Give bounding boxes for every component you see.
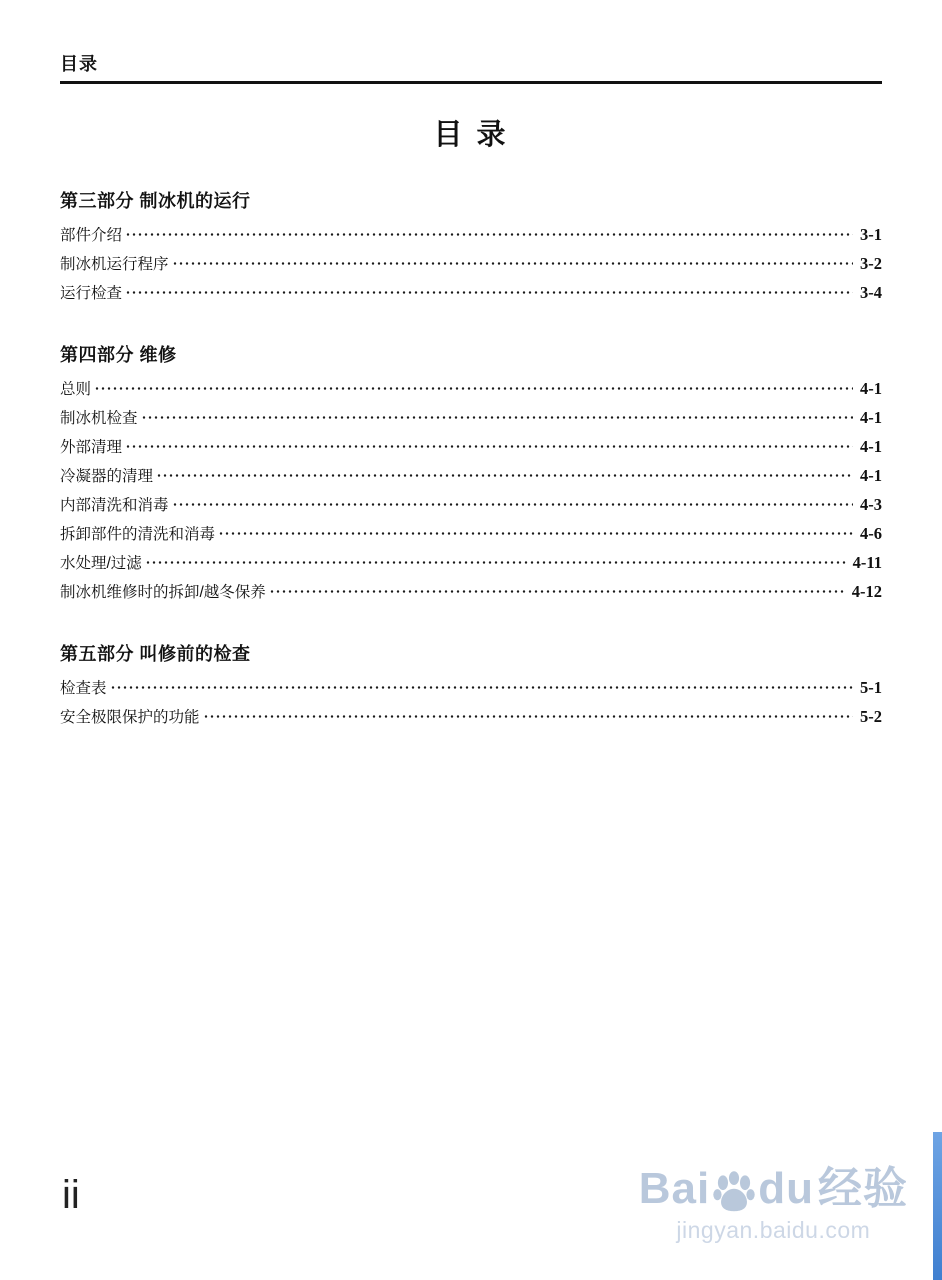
toc-entry-page: 4-6 [860, 523, 882, 543]
baidu-watermark-url: jingyan.baidu.com [676, 1217, 871, 1243]
toc-entry-label: 运行检查 [60, 284, 123, 302]
dot-leader [125, 228, 853, 241]
toc-section [60, 187, 882, 307]
toc-entry [60, 519, 882, 548]
section-heading: 第四部分 维修 [60, 345, 177, 365]
baidu-logo [638, 1164, 908, 1213]
dot-leader [110, 681, 853, 694]
section-heading: 第五部分 叫修前的检查 [60, 644, 251, 664]
page-header [60, 50, 882, 84]
toc-entry [60, 461, 882, 490]
toc-entry-label: 水处理/过滤 [60, 554, 142, 572]
dot-leader [203, 710, 853, 723]
toc-entry [60, 278, 882, 307]
dot-leader [125, 286, 853, 299]
dot-leader [145, 556, 846, 569]
dot-leader [141, 411, 853, 424]
toc-entry [60, 490, 882, 519]
toc-entry-page: 4-12 [851, 581, 882, 601]
dot-leader [218, 527, 853, 540]
baidu-brand-right: du [758, 1164, 814, 1213]
toc-entry-page: 4-1 [860, 436, 882, 456]
baidu-brand-left: Bai [638, 1164, 711, 1213]
page-title: 目 录 [433, 119, 509, 151]
baidu-watermark [638, 1164, 908, 1244]
toc-entry-label: 外部清理 [60, 438, 123, 456]
dot-leader [172, 257, 853, 270]
right-edge-bar [933, 1132, 942, 1280]
toc-entry [60, 403, 882, 432]
toc-entry-label: 冷凝器的清理 [60, 467, 154, 485]
toc-entry-label: 部件介绍 [60, 226, 123, 244]
toc-entry-label: 安全极限保护的功能 [60, 708, 200, 726]
dot-leader [172, 498, 853, 511]
toc-entry-page: 4-3 [860, 494, 882, 514]
toc-entry [60, 432, 882, 461]
dot-leader [125, 440, 853, 453]
dot-leader [156, 469, 853, 482]
toc-entry [60, 374, 882, 403]
dot-leader [269, 585, 845, 598]
section-heading: 第三部分 制冰机的运行 [60, 191, 251, 211]
dot-leader [94, 382, 853, 395]
toc-entry [60, 249, 882, 278]
header-rule [60, 81, 882, 84]
baidu-brand-suffix: 经验 [818, 1164, 908, 1213]
running-header: 目录 [60, 54, 98, 74]
toc-entry-page: 3-1 [860, 224, 882, 244]
toc-entry-page: 3-4 [860, 282, 882, 302]
toc-entry [60, 548, 882, 577]
toc-entry-label: 制冰机检查 [60, 409, 138, 427]
toc-entry [60, 577, 882, 606]
toc-entry [60, 673, 882, 702]
toc-entry-label: 总则 [60, 380, 92, 398]
baidu-paw-icon [711, 1168, 757, 1214]
toc-section [60, 640, 882, 731]
page-number: ii [62, 1173, 80, 1217]
toc-entry-page: 4-1 [860, 407, 882, 427]
toc-entry-label: 制冰机维修时的拆卸/越冬保养 [60, 583, 266, 601]
toc-entry-page: 4-1 [860, 378, 882, 398]
toc-entry-label: 制冰机运行程序 [60, 255, 169, 273]
toc-entry-page: 5-1 [860, 677, 882, 697]
toc-entry [60, 702, 882, 731]
toc-entry [60, 220, 882, 249]
toc-entry-label: 内部清洗和消毒 [60, 496, 169, 514]
toc-entry-page: 3-2 [860, 253, 882, 273]
toc-entry-page: 4-11 [852, 552, 882, 572]
toc-section [60, 341, 882, 606]
toc-entry-label: 检查表 [60, 679, 107, 697]
toc-entry-label: 拆卸部件的清洗和消毒 [60, 525, 216, 543]
toc-entry-page: 4-1 [860, 465, 882, 485]
toc-entry-page: 5-2 [860, 706, 882, 726]
